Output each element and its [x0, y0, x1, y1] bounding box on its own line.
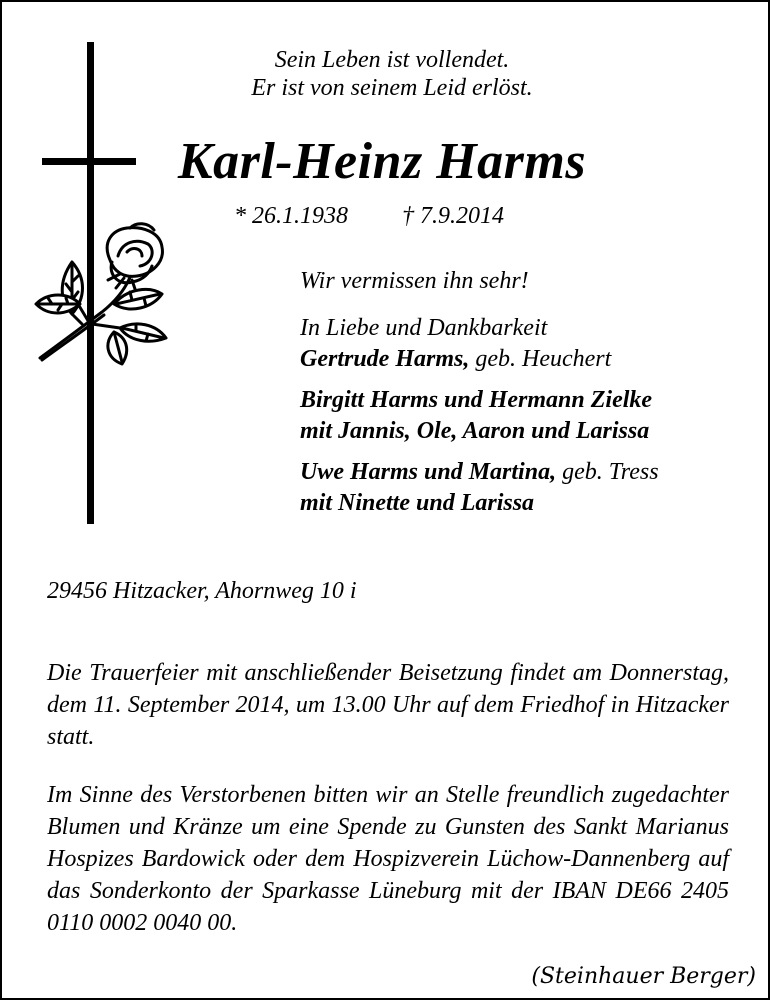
child2-line-2: mit Ninette und Larissa [300, 490, 535, 516]
deceased-name: Karl-Heinz Harms [177, 133, 587, 190]
rose-icon [36, 224, 166, 364]
child1-line-1: Birgitt Harms und Hermann Zielke [300, 387, 653, 413]
child1-line-2: mit Jannis, Ole, Aaron und Larissa [300, 418, 650, 444]
spouse-line [300, 344, 740, 375]
death-date: † 7.9.2014 [402, 203, 504, 229]
family-block [300, 266, 740, 519]
child2-maiden: geb. Tress [562, 459, 659, 485]
child2-name: Uwe Harms und Martina, [300, 459, 557, 485]
birth-date: * 26.1.1938 [234, 203, 348, 229]
funeral-paragraph: Die Trauerfeier mit anschließender Beisetzung findet am Donnerstag, dem 11. September 2014, um 13.00 Uhr auf dem Friedhof in Hitzacker statt. [47, 660, 729, 750]
spouse-maiden: geb. Heuchert [475, 346, 612, 372]
address: 29456 Hitzacker, Ahornweg 10 i [47, 578, 357, 604]
miss-line: Wir vermissen ihn sehr! [300, 268, 529, 294]
donation-paragraph: Im Sinne des Verstorbenen bitten wir an Stelle freundlich zugedachter Blumen und Kränze um eine Spende zu Gunsten des Sankt Marianus Hospizes Bardowick oder dem Hospizverein Lüchow-Dannenberg auf das Sonderkonto der Sparkasse Lüneburg mit der IBAN DE66 2405 0110 0002 0040 00. [47, 782, 729, 936]
life-dates [234, 202, 504, 230]
motto [162, 46, 622, 102]
cross-and-rose [32, 42, 172, 532]
motto-line-2: Er ist von seinem Leid erlöst. [251, 75, 533, 101]
child2-line-1 [300, 457, 740, 488]
spouse-name: Gertrude Harms, [300, 346, 470, 372]
motto-line-1: Sein Leben ist vollendet. [274, 47, 510, 73]
signature: (Steinhauer Berger) [531, 964, 756, 989]
love-line: In Liebe und Dankbarkeit [300, 315, 548, 341]
